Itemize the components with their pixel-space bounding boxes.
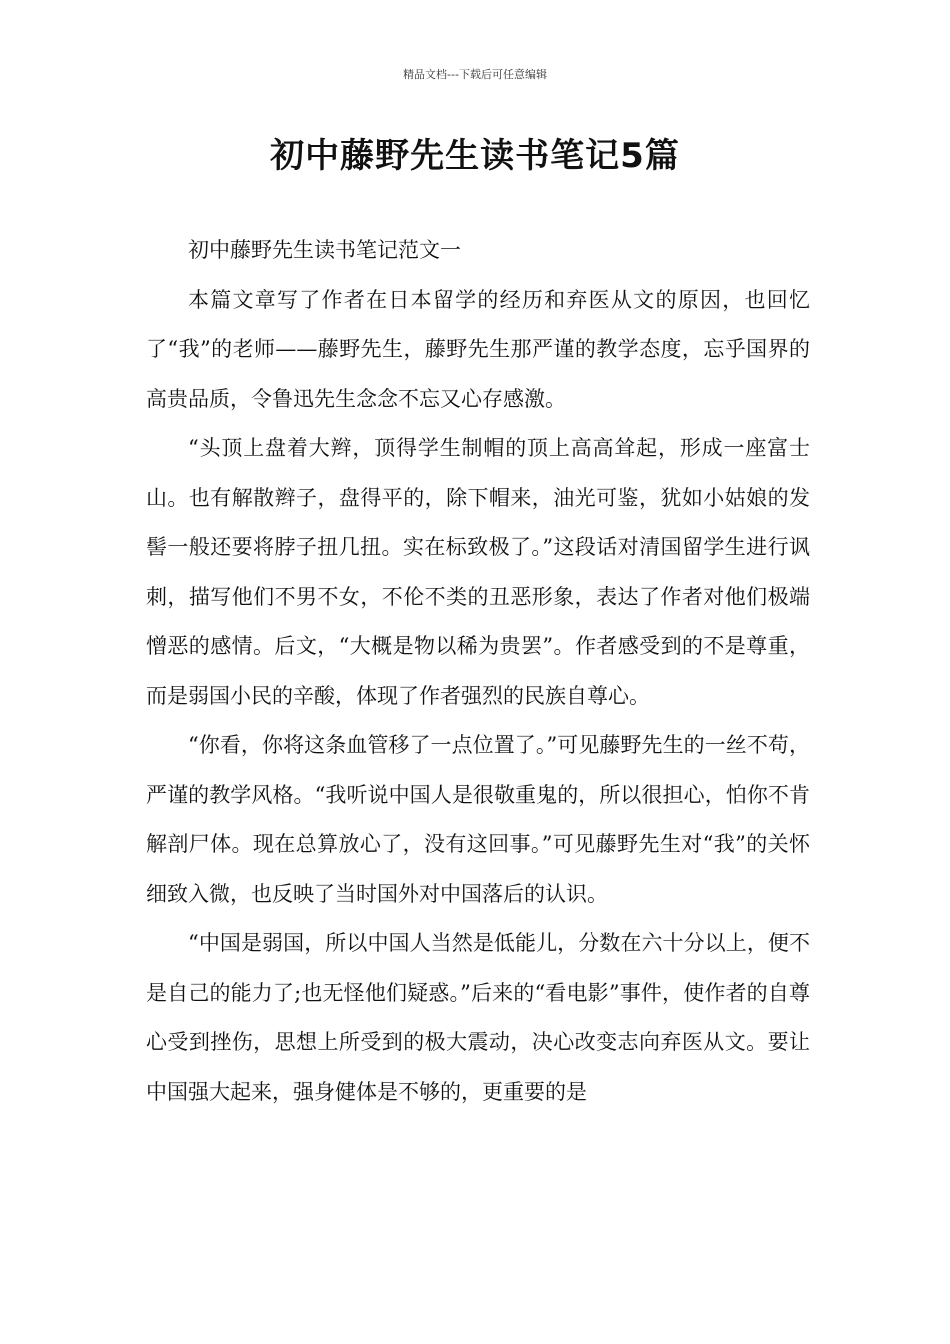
document-title: 初中藤野先生读书笔记5篇 xyxy=(270,136,680,176)
paragraph: 本篇文章写了作者在日本留学的经历和弃医从文的原因，也回忆了“我”的老师——藤野先生，藤野先生那严谨的教学态度，忘乎国界的高贵品质，令鲁迅先生念念不忘又心存感激。 xyxy=(146,287,810,411)
document-body xyxy=(146,226,810,1117)
header-note: 精品文档---下载后可任意编辑 xyxy=(403,68,547,81)
paragraph: “头顶上盘着大辫，顶得学生制帽的顶上高高耸起，形成一座富士山。也有解散辫子，盘得平的，除下帽来，油光可鉴，犹如小姑娘的发髻一般还要将脖子扭几扭。实在标致极了。”这段话对清国留学生进行讽刺，描写他们不男不女，不伦不类的丑恶形象，表达了作者对他们极端憎恶的感情。后文，“大概是物以稀为贵罢”。作者感受到的不是尊重，而是弱国小民的辛酸，体现了作者强烈的民族自尊心。 xyxy=(146,436,810,708)
paragraph-subtitle: 初中藤野先生读书笔记范文一 xyxy=(188,238,461,262)
paragraph: “你看，你将这条血管移了一点位置了。”可见藤野先生的一丝不苟，严谨的教学风格。“我听说中国人是很敬重鬼的，所以很担心，怕你不肯解剖尸体。现在总算放心了，没有这回事。”可见藤野先生对“我”的关怀细致入微，也反映了当时国外对中国落后的认识。 xyxy=(146,733,810,906)
paragraph: “中国是弱国，所以中国人当然是低能儿，分数在六十分以上，便不是自己的能力了;也无怪他们疑惑。”后来的“看电影”事件，使作者的自尊心受到挫伤，思想上所受到的极大震动，决心改变志向弃医从文。要让中国强大起来，强身健体是不够的，更重要的是 xyxy=(146,931,810,1104)
